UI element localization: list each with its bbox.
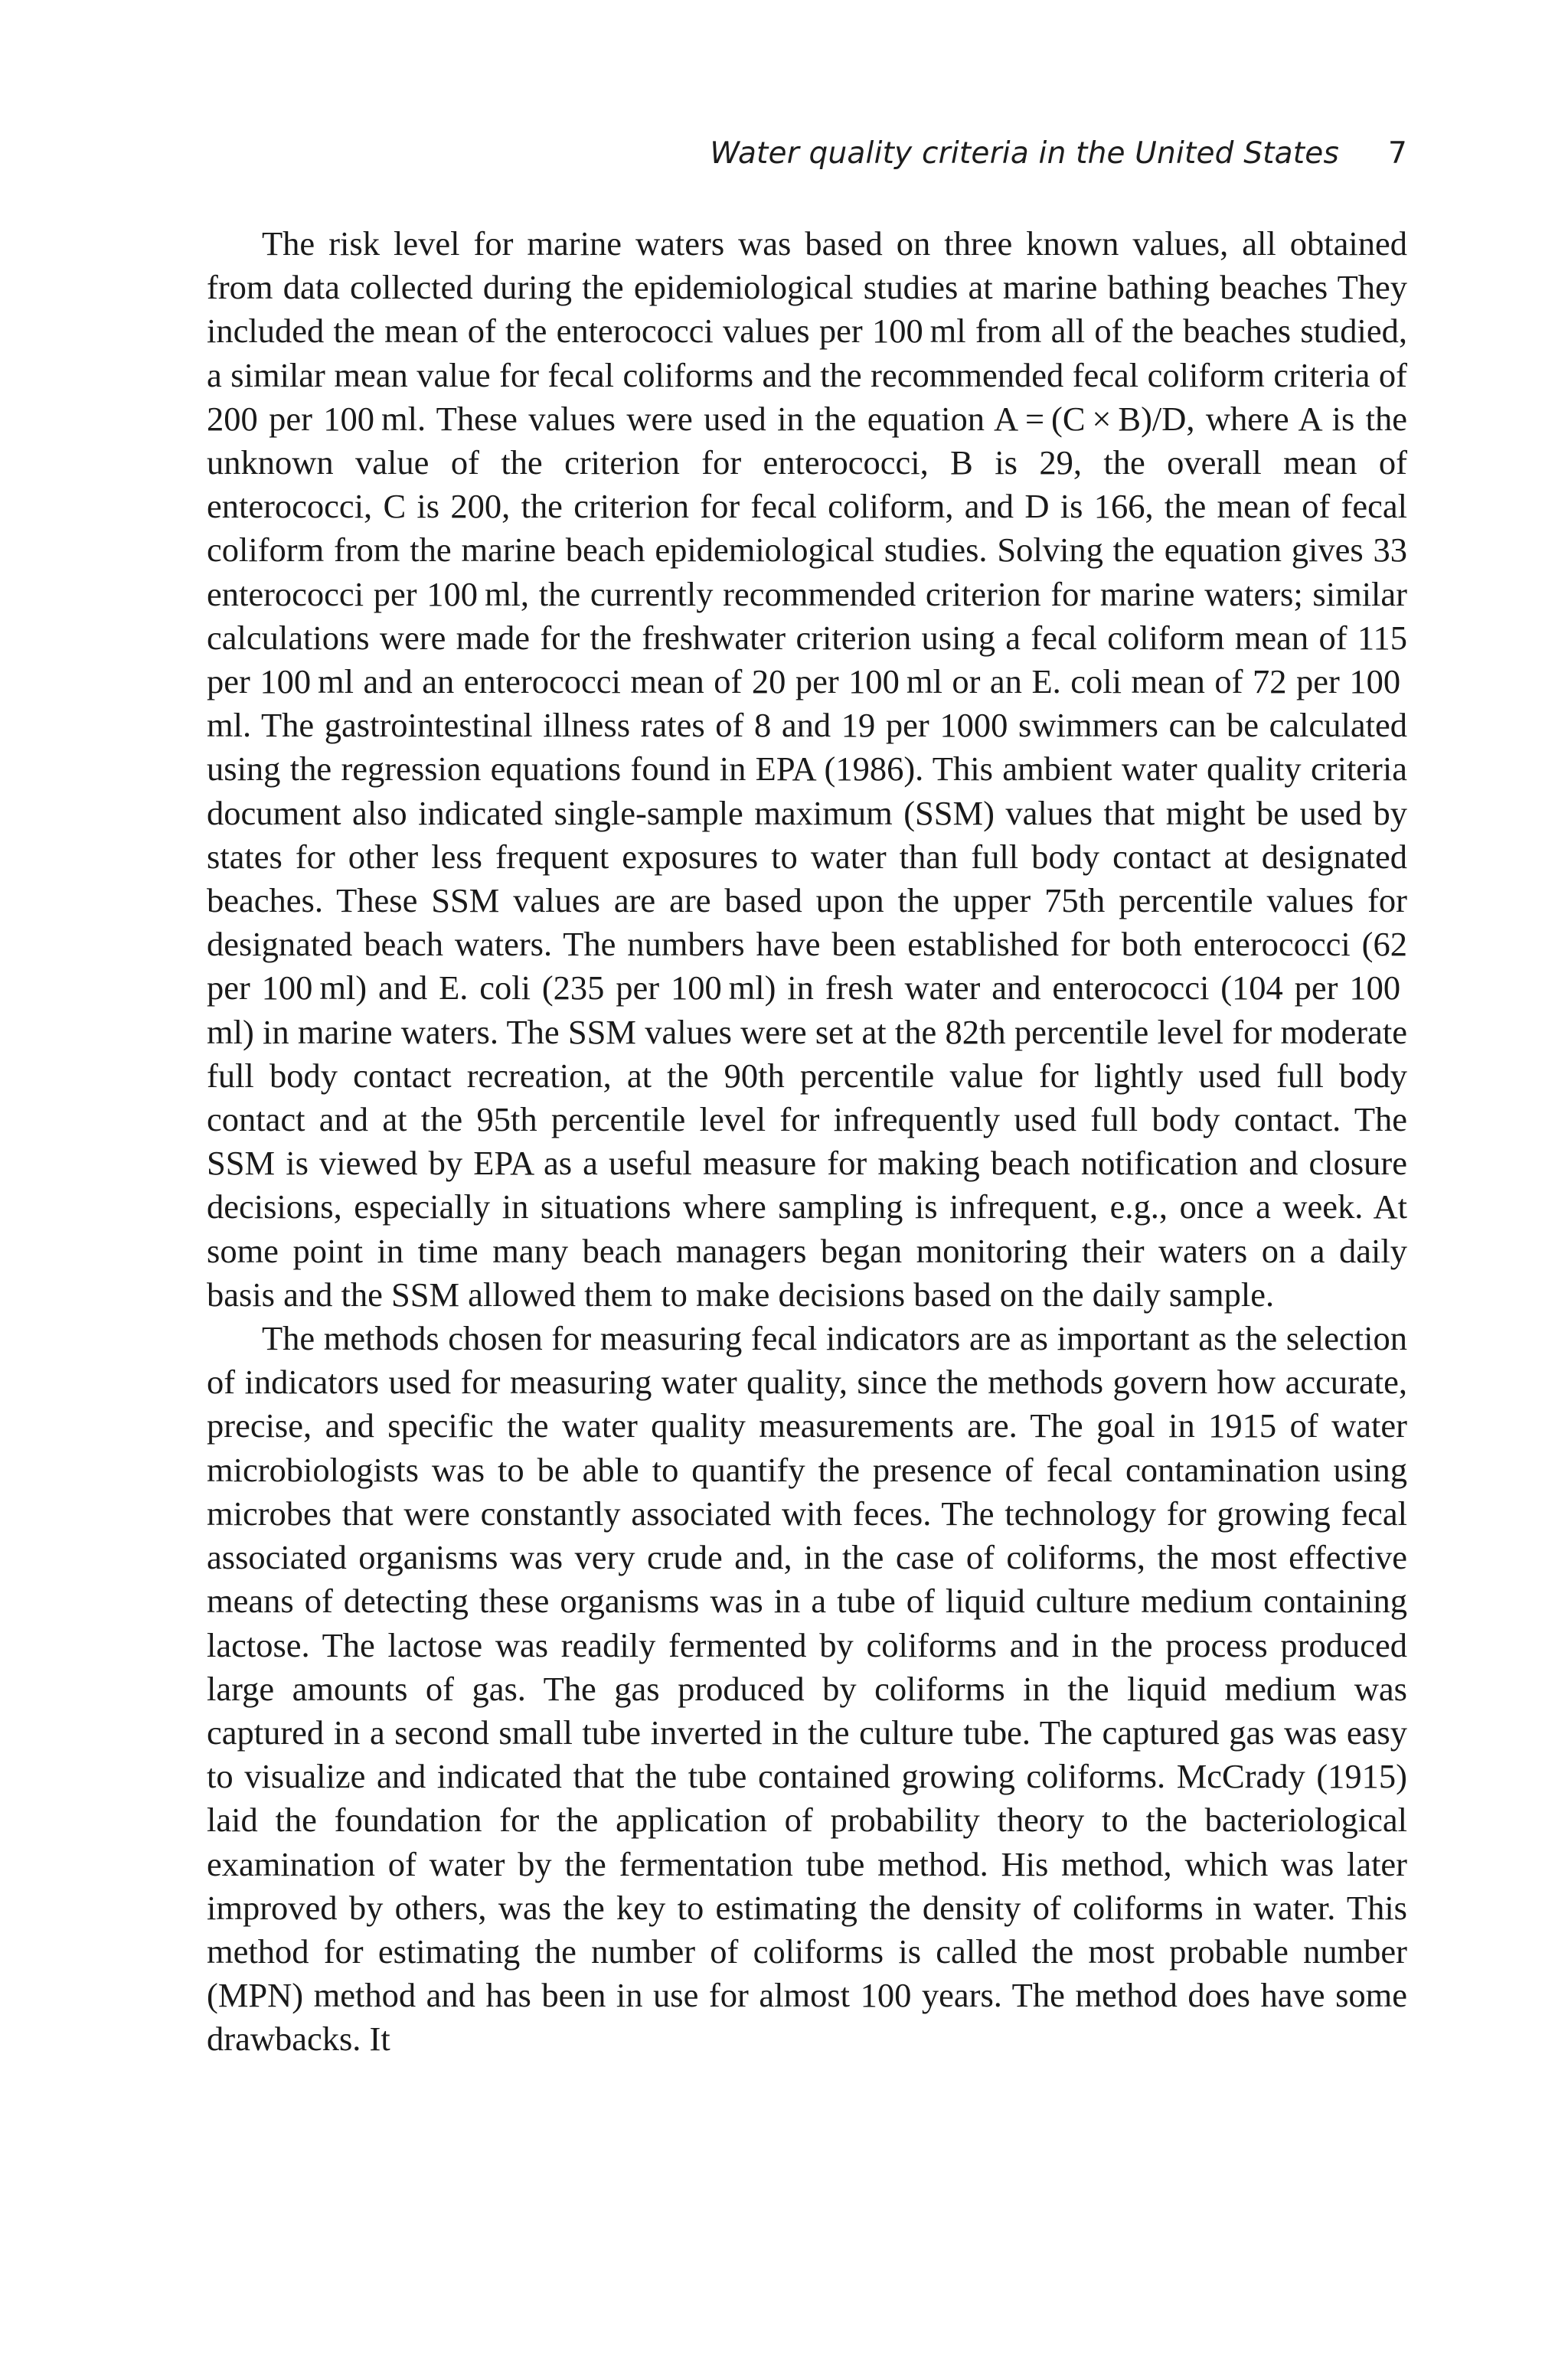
- body-text: [207, 222, 1407, 2062]
- paragraph-risk-level: The risk level for marine waters was based on three known values, all obtained from data collected during the epidemiological studies at marine bathing beaches They included the mean of the enterococci values per 100 ml from all of the beaches studied, a similar mean value for fecal coliforms and the recommended fecal coliform criteria of 200 per 100 ml. These values were used in the equation A = (C × B)/D, where A is the unknown value of the criterion for enterococci, B is 29, the overall mean of enterococci, C is 200, the criterion for fecal coliform, and D is 166, the mean of fecal coliform from the marine beach epidemiological studies. Solving the equation gives 33 enterococci per 100 ml, the currently recommended criterion for marine waters; similar calculations were made for the freshwater criterion using a fecal coliform mean of 115 per 100 ml and an enterococci mean of 20 per 100 ml or an E. coli mean of 72 per 100 ml. The gastrointestinal illness rates of 8 and 19 per 1000 swimmers can be calculated using the regression equations found in EPA (1986). This ambient water quality criteria document also indicated single-sample maximum (SSM) values that might be used by states for other less frequent exposures to water than full body contact at designated beaches. These SSM values are are based upon the upper 75th percentile values for designated beach waters. The numbers have been established for both enterococci (62 per 100 ml) and E. coli (235 per 100 ml) in fresh water and enterococci (104 per 100 ml) in marine waters. The SSM values were set at the 82th percentile level for moderate full body contact recreation, at the 90th percentile value for lightly used full body contact and at the 95th percentile level for infrequently used full body contact. The SSM is viewed by EPA as a useful measure for making beach notification and closure decisions, especially in situations where sampling is infrequent, e.g., once a week. At some point in time many beach managers began monitoring their waters on a daily basis and the SSM allowed them to make decisions based on the daily sample.: [207, 224, 1407, 1314]
- running-title: Water quality criteria in the United States: [710, 136, 1339, 171]
- page-number: 7: [1387, 136, 1407, 171]
- running-header: [207, 136, 1407, 171]
- paragraph-methods: The methods chosen for measuring fecal indicators are as important as the selection of indicators used for measuring water quality, since the methods govern how accurate, precise, and specific the water quality measurements are. The goal in 1915 of water microbiologists was to be able to quantify the presence of fecal contamination using microbes that were constantly associated with feces. The technology for growing fecal associated organisms was very crude and, in the case of coliforms, the most effective means of detecting these organisms was in a tube of liquid culture medium containing lactose. The lactose was readily fermented by coliforms and in the process produced large amounts of gas. The gas produced by coliforms in the liquid medium was captured in a second small tube inverted in the culture tube. The captured gas was easy to visualize and indicated that the tube contained growing coliforms. McCrady (1915) laid the foundation for the application of probability theory to the bacteriological examination of water by the fermentation tube method. His method, which was later improved by others, was the key to estimating the density of coliforms in water. This method for estimating the number of coliforms is called the most probable number (MPN) method and has been in use for almost 100 years. The method does have some drawbacks. It: [207, 1319, 1407, 2059]
